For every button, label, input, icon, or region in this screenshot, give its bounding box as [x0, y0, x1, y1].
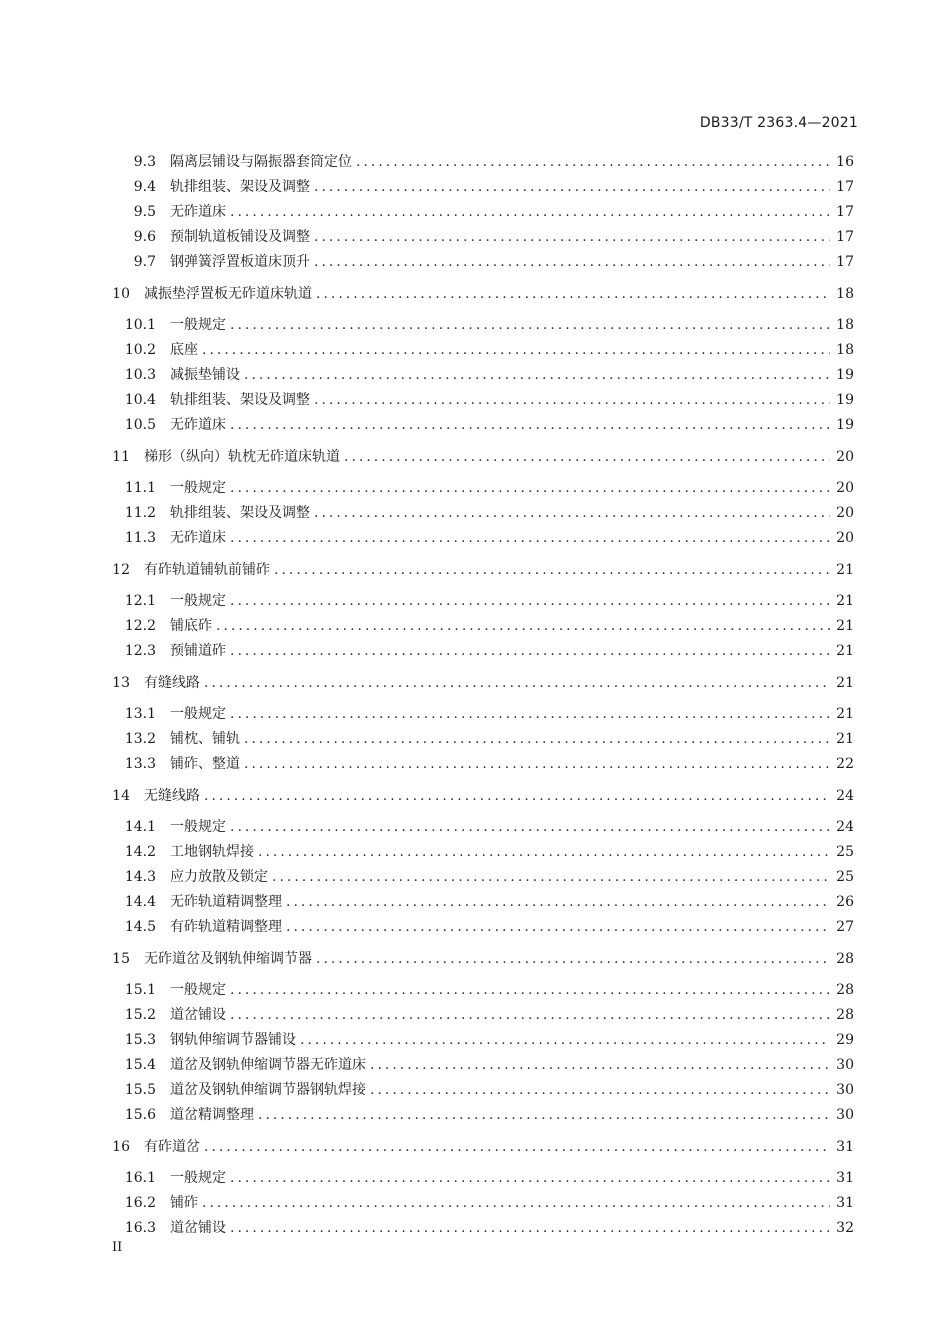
- toc-entry-title: 道岔铺设: [170, 1007, 226, 1023]
- toc-section-entry[interactable]: [112, 865, 854, 890]
- toc-section-entry[interactable]: [112, 250, 854, 275]
- document-code: DB33/T 2363.4—2021: [699, 115, 858, 131]
- toc-entry-title: 工地钢轨焊接: [170, 844, 254, 860]
- toc-entry-number: 14: [112, 788, 130, 804]
- toc-dot-leader: [356, 150, 830, 175]
- toc-entry-title: 无砟轨道精调整理: [170, 894, 282, 910]
- toc-dot-leader: [230, 200, 830, 225]
- toc-entry-number: 16.2: [124, 1195, 156, 1211]
- toc-entry-number: 11.3: [124, 530, 156, 546]
- toc-entry-number: 9.6: [133, 229, 156, 245]
- toc-dot-leader: [286, 915, 830, 940]
- toc-dot-leader: [274, 558, 830, 583]
- toc-entry-number: 16: [112, 1139, 130, 1155]
- toc-section-entry[interactable]: [112, 978, 854, 1003]
- toc-entry-number: 10.5: [124, 417, 156, 433]
- toc-section-entry[interactable]: [112, 614, 854, 639]
- toc-entry-title: 预制轨道板铺设及调整: [170, 229, 310, 245]
- toc-entry-page: 25: [836, 844, 854, 860]
- toc-dot-leader: [314, 388, 830, 413]
- toc-dot-leader: [370, 1078, 830, 1103]
- toc-entry-page: 19: [836, 367, 854, 383]
- toc-section-entry[interactable]: [112, 1028, 854, 1053]
- toc-dot-leader: [244, 752, 830, 777]
- toc-dot-leader: [244, 363, 830, 388]
- toc-section-entry[interactable]: [112, 589, 854, 614]
- toc-entry-number: 9.5: [133, 204, 156, 220]
- toc-section-entry[interactable]: [112, 1191, 854, 1216]
- toc-entry-page: 20: [836, 530, 854, 546]
- toc-entry-number: 13: [112, 675, 130, 691]
- toc-entry-number: 9.4: [133, 179, 156, 195]
- toc-dot-leader: [230, 815, 830, 840]
- toc-dot-leader: [314, 501, 830, 526]
- toc-section-entry[interactable]: [112, 1103, 854, 1128]
- toc-section-entry[interactable]: [112, 501, 854, 526]
- toc-entry-page: 32: [836, 1220, 854, 1236]
- toc-entry-title: 隔离层铺设与隔振器套筒定位: [170, 154, 352, 170]
- toc-entry-page: 17: [836, 179, 854, 195]
- toc-entry-number: 15.2: [124, 1007, 156, 1023]
- toc-entry-number: 10.2: [124, 342, 156, 358]
- toc-entry-number: 14.1: [124, 819, 156, 835]
- toc-section-entry[interactable]: [112, 815, 854, 840]
- toc-section-entry[interactable]: [112, 175, 854, 200]
- page-number: II: [112, 1240, 123, 1255]
- toc-dot-leader: [286, 890, 830, 915]
- toc-section-entry[interactable]: [112, 363, 854, 388]
- toc-chapter-entry[interactable]: [112, 445, 854, 470]
- toc-entry-number: 9.7: [133, 254, 156, 270]
- toc-entry-page: 28: [836, 951, 854, 967]
- toc-section-entry[interactable]: [112, 915, 854, 940]
- toc-entry-title: 一般规定: [170, 982, 226, 998]
- toc-entry-number: 12.1: [124, 593, 156, 609]
- toc-entry-number: 15.4: [124, 1057, 156, 1073]
- toc-entry-title: 减振垫铺设: [170, 367, 240, 383]
- toc-section-entry[interactable]: [112, 639, 854, 664]
- toc-entry-page: 28: [836, 982, 854, 998]
- toc-entry-title: 无砟道床: [170, 204, 226, 220]
- toc-dot-leader: [314, 250, 830, 275]
- toc-entry-title: 一般规定: [170, 706, 226, 722]
- toc-dot-leader: [230, 639, 830, 664]
- toc-dot-leader: [370, 1053, 830, 1078]
- toc-entry-title: 道岔及钢轨伸缩调节器无砟道床: [170, 1057, 366, 1073]
- toc-entry-title: 梯形（纵向）轨枕无砟道床轨道: [144, 449, 340, 465]
- toc-dot-leader: [230, 1216, 830, 1241]
- toc-entry-number: 10: [112, 286, 130, 302]
- toc-entry-page: 27: [836, 919, 854, 935]
- toc-chapter-entry[interactable]: [112, 1135, 854, 1160]
- toc-section-entry[interactable]: [112, 200, 854, 225]
- toc-entry-number: 16.3: [124, 1220, 156, 1236]
- toc-entry-number: 11.2: [124, 505, 156, 521]
- toc-section-entry[interactable]: [112, 840, 854, 865]
- toc-entry-title: 一般规定: [170, 317, 226, 333]
- toc-entry-page: 21: [836, 643, 854, 659]
- toc-dot-leader: [230, 413, 830, 438]
- toc-entry-number: 12: [112, 562, 130, 578]
- toc-entry-title: 道岔精调整理: [170, 1107, 254, 1123]
- toc-entry-page: 18: [836, 317, 854, 333]
- toc-entry-title: 钢弹簧浮置板道床顶升: [170, 254, 310, 270]
- toc-entry-number: 13.1: [124, 706, 156, 722]
- toc-dot-leader: [314, 175, 830, 200]
- toc-dot-leader: [258, 1103, 830, 1128]
- toc-entry-number: 9.3: [133, 154, 156, 170]
- toc-entry-number: 13.3: [124, 756, 156, 772]
- toc-section-entry[interactable]: [112, 225, 854, 250]
- toc-section-entry[interactable]: [112, 1166, 854, 1191]
- toc-entry-title: 底座: [170, 342, 198, 358]
- toc-entry-page: 21: [836, 706, 854, 722]
- toc-entry-title: 无砟道床: [170, 530, 226, 546]
- toc-section-entry[interactable]: [112, 313, 854, 338]
- toc-section-entry[interactable]: [112, 338, 854, 363]
- toc-dot-leader: [230, 589, 830, 614]
- toc-entry-title: 铺砟、整道: [170, 756, 240, 772]
- toc-entry-page: 16: [836, 154, 854, 170]
- toc-entry-page: 21: [836, 675, 854, 691]
- toc-entry-title: 无砟道床: [170, 417, 226, 433]
- toc-entry-number: 10.1: [124, 317, 156, 333]
- toc-entry-page: 28: [836, 1007, 854, 1023]
- toc-entry-number: 14.3: [124, 869, 156, 885]
- toc-entry-title: 一般规定: [170, 480, 226, 496]
- toc-dot-leader: [316, 947, 830, 972]
- table-of-contents: [112, 150, 854, 1241]
- toc-section-entry[interactable]: [112, 413, 854, 438]
- toc-entry-number: 15.3: [124, 1032, 156, 1048]
- toc-section-entry[interactable]: [112, 476, 854, 501]
- toc-entry-title: 无缝线路: [144, 788, 200, 804]
- toc-dot-leader: [272, 865, 830, 890]
- toc-entry-page: 20: [836, 480, 854, 496]
- toc-section-entry[interactable]: [112, 526, 854, 551]
- toc-chapter-entry[interactable]: [112, 558, 854, 583]
- toc-dot-leader: [300, 1028, 830, 1053]
- toc-entry-page: 17: [836, 204, 854, 220]
- toc-dot-leader: [204, 671, 830, 696]
- toc-entry-page: 24: [836, 819, 854, 835]
- toc-entry-number: 10.3: [124, 367, 156, 383]
- toc-entry-title: 预铺道砟: [170, 643, 226, 659]
- toc-entry-page: 20: [836, 449, 854, 465]
- toc-entry-number: 14.2: [124, 844, 156, 860]
- toc-entry-title: 无砟道岔及钢轨伸缩调节器: [144, 951, 312, 967]
- toc-dot-leader: [244, 727, 830, 752]
- toc-entry-title: 轨排组装、架设及调整: [170, 179, 310, 195]
- toc-entry-title: 钢轨伸缩调节器铺设: [170, 1032, 296, 1048]
- toc-entry-title: 道岔铺设: [170, 1220, 226, 1236]
- toc-entry-number: 15.6: [124, 1107, 156, 1123]
- toc-entry-page: 26: [836, 894, 854, 910]
- toc-section-entry[interactable]: [112, 890, 854, 915]
- toc-entry-title: 有砟道岔: [144, 1139, 200, 1155]
- toc-section-entry[interactable]: [112, 388, 854, 413]
- toc-section-entry[interactable]: [112, 1078, 854, 1103]
- toc-section-entry[interactable]: [112, 752, 854, 777]
- toc-entry-title: 一般规定: [170, 1170, 226, 1186]
- toc-dot-leader: [230, 526, 830, 551]
- toc-entry-number: 11: [112, 449, 130, 465]
- toc-entry-title: 轨排组装、架设及调整: [170, 392, 310, 408]
- toc-entry-page: 19: [836, 417, 854, 433]
- toc-entry-title: 铺砟: [170, 1195, 198, 1211]
- toc-entry-number: 12.2: [124, 618, 156, 634]
- toc-entry-title: 有砟轨道精调整理: [170, 919, 282, 935]
- toc-entry-number: 15.5: [124, 1082, 156, 1098]
- toc-chapter-entry[interactable]: [112, 671, 854, 696]
- toc-entry-page: 31: [836, 1170, 854, 1186]
- toc-entry-page: 21: [836, 562, 854, 578]
- toc-entry-page: 20: [836, 505, 854, 521]
- toc-dot-leader: [316, 282, 830, 307]
- toc-entry-number: 13.2: [124, 731, 156, 747]
- toc-entry-page: 31: [836, 1139, 854, 1155]
- toc-section-entry[interactable]: [112, 702, 854, 727]
- toc-entry-page: 21: [836, 593, 854, 609]
- toc-entry-number: 14.4: [124, 894, 156, 910]
- toc-entry-page: 31: [836, 1195, 854, 1211]
- toc-entry-number: 14.5: [124, 919, 156, 935]
- toc-chapter-entry[interactable]: [112, 784, 854, 809]
- toc-chapter-entry[interactable]: [112, 282, 854, 307]
- toc-entry-number: 10.4: [124, 392, 156, 408]
- toc-section-entry[interactable]: [112, 727, 854, 752]
- toc-entry-title: 有缝线路: [144, 675, 200, 691]
- toc-section-entry[interactable]: [112, 150, 854, 175]
- toc-section-entry[interactable]: [112, 1216, 854, 1241]
- toc-entry-page: 21: [836, 618, 854, 634]
- toc-entry-page: 29: [836, 1032, 854, 1048]
- toc-entry-page: 17: [836, 229, 854, 245]
- toc-entry-number: 16.1: [124, 1170, 156, 1186]
- toc-entry-page: 18: [836, 286, 854, 302]
- toc-dot-leader: [202, 338, 830, 363]
- toc-entry-title: 道岔及钢轨伸缩调节器钢轨焊接: [170, 1082, 366, 1098]
- toc-dot-leader: [216, 614, 830, 639]
- toc-entry-title: 轨排组装、架设及调整: [170, 505, 310, 521]
- toc-entry-page: 17: [836, 254, 854, 270]
- toc-dot-leader: [204, 784, 830, 809]
- toc-entry-page: 25: [836, 869, 854, 885]
- toc-dot-leader: [258, 840, 830, 865]
- toc-entry-page: 18: [836, 342, 854, 358]
- toc-entry-page: 21: [836, 731, 854, 747]
- toc-entry-title: 铺枕、铺轨: [170, 731, 240, 747]
- toc-entry-title: 一般规定: [170, 593, 226, 609]
- toc-entry-title: 一般规定: [170, 819, 226, 835]
- toc-entry-number: 12.3: [124, 643, 156, 659]
- toc-dot-leader: [230, 978, 830, 1003]
- toc-dot-leader: [230, 702, 830, 727]
- toc-dot-leader: [230, 1003, 830, 1028]
- toc-entry-title: 有砟轨道铺轨前铺砟: [144, 562, 270, 578]
- toc-entry-page: 19: [836, 392, 854, 408]
- toc-entry-number: 15: [112, 951, 130, 967]
- toc-entry-number: 11.1: [124, 480, 156, 496]
- toc-entry-title: 减振垫浮置板无砟道床轨道: [144, 286, 312, 302]
- toc-dot-leader: [344, 445, 830, 470]
- toc-entry-page: 30: [836, 1057, 854, 1073]
- toc-section-entry[interactable]: [112, 1053, 854, 1078]
- toc-entry-page: 30: [836, 1082, 854, 1098]
- toc-entry-page: 24: [836, 788, 854, 804]
- toc-section-entry[interactable]: [112, 1003, 854, 1028]
- toc-entry-page: 22: [836, 756, 854, 772]
- toc-entry-title: 铺底砟: [170, 618, 212, 634]
- toc-chapter-entry[interactable]: [112, 947, 854, 972]
- toc-dot-leader: [230, 476, 830, 501]
- toc-entry-title: 应力放散及锁定: [170, 869, 268, 885]
- toc-dot-leader: [230, 1166, 830, 1191]
- toc-dot-leader: [204, 1135, 830, 1160]
- toc-dot-leader: [314, 225, 830, 250]
- toc-dot-leader: [230, 313, 830, 338]
- toc-entry-number: 15.1: [124, 982, 156, 998]
- toc-dot-leader: [202, 1191, 830, 1216]
- toc-entry-page: 30: [836, 1107, 854, 1123]
